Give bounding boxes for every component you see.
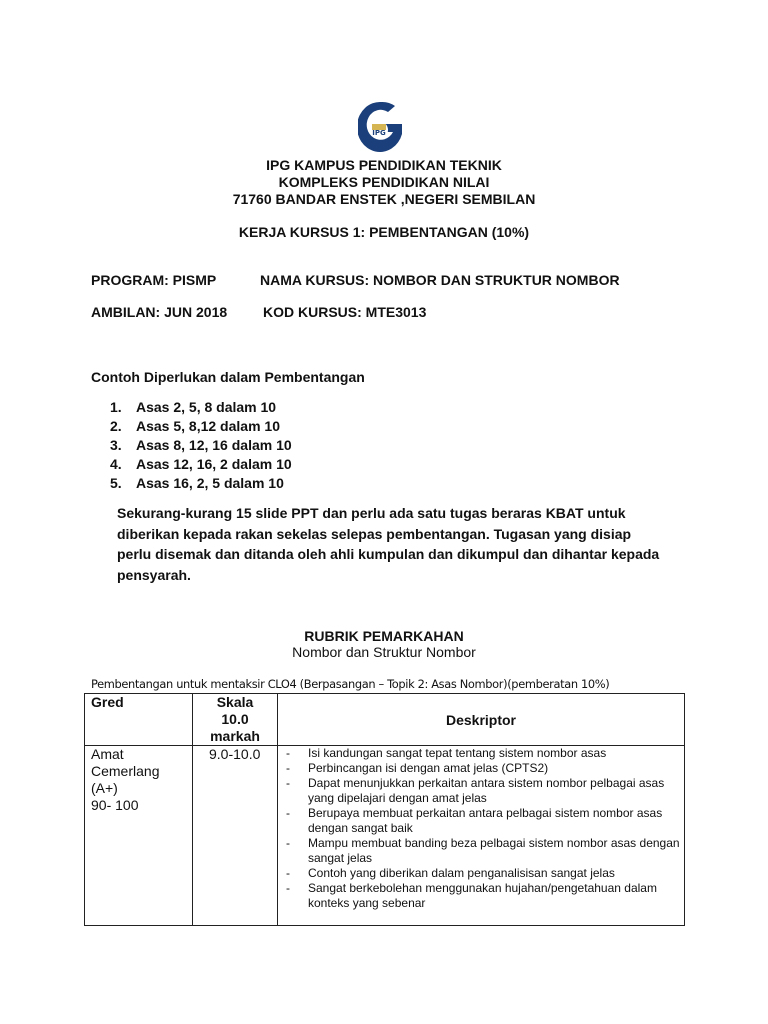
list-item: 3. Asas 8, 12, 16 dalam 10 [110, 437, 292, 453]
descriptor-cell [278, 746, 685, 926]
course-code-field: KOD KURSUS: MTE3013 [263, 304, 427, 320]
instruction-paragraph: Sekurang-kurang 15 slide PPT dan perlu ada satu tugas beraras KBAT untuk diberikan kepada rakan sekelas selepas pembentangan. Tugasan yang disiap perlu disemak dan ditanda oleh ahli kumpulan dan dikumpul dan dihantar kepada pensyarah. [117, 505, 660, 583]
intake-field: AMBILAN: JUN 2018 [91, 304, 228, 320]
course-name-field: NAMA KURSUS: NOMBOR DAN STRUKTUR NOMBOR [260, 272, 620, 288]
table-row [85, 746, 685, 926]
list-item: 5. Asas 16, 2, 5 dalam 10 [110, 475, 284, 491]
rubric-subtitle: Nombor dan Struktur Nombor [292, 644, 476, 660]
institution-address: 71760 BANDAR ENSTEK ,NEGERI SEMBILAN [232, 191, 536, 207]
program-field: PROGRAM: PISMP [91, 272, 217, 288]
list-item: - Dapat menunjukkan perkaitan antara sistem nombor pelbagai asas yang dipelajari dengan amat jelas [286, 776, 684, 806]
grade-header: Gred [85, 694, 193, 746]
list-item: - Isi kandungan sangat tepat tentang sistem nombor asas [286, 746, 684, 761]
scale-header: Skala 10.0 markah [193, 694, 278, 746]
table-header-row [85, 694, 685, 746]
list-item: - Perbincangan isi dengan amat jelas (CPTS2) [286, 761, 684, 776]
descriptor-header: Deskriptor [278, 694, 685, 746]
assignment-title: KERJA KURSUS 1: PEMBENTANGAN (10%) [238, 224, 530, 240]
rubric-table [84, 693, 685, 926]
list-item: 1. Asas 2, 5, 8 dalam 10 [110, 399, 277, 415]
list-item: - Berupaya membuat perkaitan antara pelbagai sistem nombor asas dengan sangat baik [286, 806, 684, 836]
institution-name: IPG KAMPUS PENDIDIKAN TEKNIK [266, 157, 502, 173]
list-item: 2. Asas 5, 8,12 dalam 10 [110, 418, 280, 434]
list-item: - Sangat berkebolehan menggunakan hujahan/pengetahuan dalam konteks yang sebenar [286, 881, 684, 911]
svg-text:IPG: IPG [372, 129, 386, 137]
examples-list [110, 398, 292, 493]
grade-cell: Amat Cemerlang (A+) 90- 100 [85, 746, 193, 926]
list-item: - Mampu membuat banding beza pelbagai sistem nombor asas dengan sangat jelas [286, 836, 684, 866]
rubric-title: RUBRIK PEMARKAHAN [304, 628, 464, 644]
rubric-caption: Pembentangan untuk mentaksir CLO4 (Berpasangan – Topik 2: Asas Nombor)(pemberatan 10%) [91, 677, 610, 691]
ipg-logo-icon [358, 100, 404, 154]
scale-cell: 9.0-10.0 [193, 746, 278, 926]
institution-complex: KOMPLEKS PENDIDIKAN NILAI [278, 174, 490, 190]
examples-title: Contoh Diperlukan dalam Pembentangan [91, 369, 365, 385]
list-item: - Contoh yang diberikan dalam penganalisisan sangat jelas [286, 866, 684, 881]
list-item: 4. Asas 12, 16, 2 dalam 10 [110, 456, 292, 472]
